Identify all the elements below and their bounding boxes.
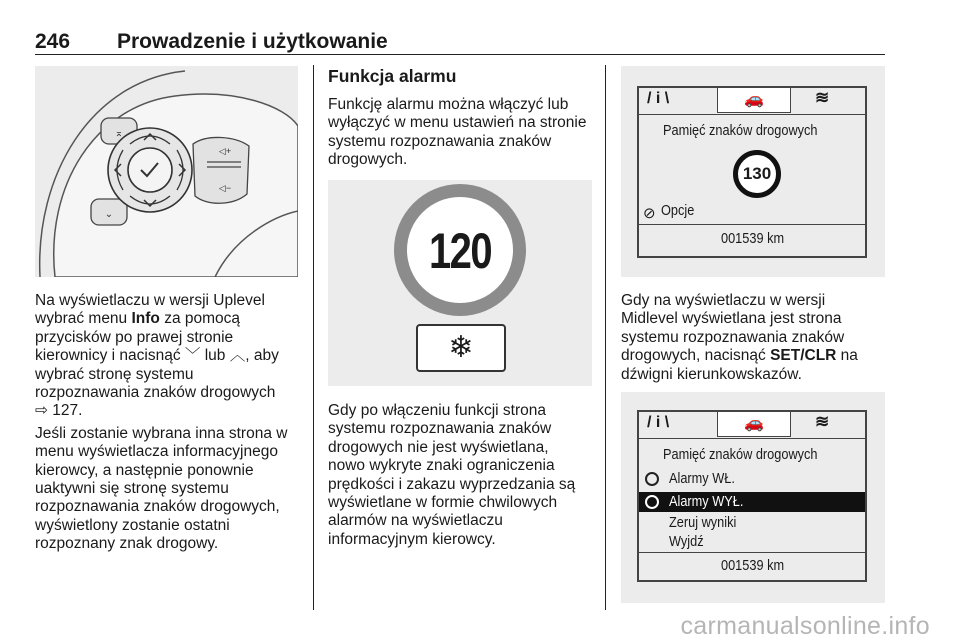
paragraph-line: menu wyświetlacza informacyjnego — [35, 443, 278, 461]
column-2-intro — [328, 96, 600, 170]
lane-icon: ≋ — [815, 412, 830, 431]
paragraph-line: alarmów na wyświetlaczu — [328, 512, 503, 530]
menu-item-label: Wyjdź — [669, 533, 704, 550]
menu-item-label: Alarmy WŁ. — [669, 470, 735, 487]
steering-wheel-icon — [35, 66, 298, 277]
paragraph-line: drogowych nie jest wyświetlana, — [328, 438, 549, 456]
paragraph-line: rozpoznawania znaków drogowych — [35, 384, 276, 402]
paragraph-line: systemu rozpoznawania znaków — [621, 328, 845, 346]
display-frame — [637, 86, 867, 258]
paragraph-line: rozpoznany znak drogowy. — [35, 535, 219, 553]
chevron-up-icon: ︿ — [229, 347, 246, 365]
section-heading: Funkcja alarmu — [328, 66, 457, 86]
page-title: Prowadzenie i użytkowanie — [117, 30, 388, 53]
menu-item — [643, 470, 863, 490]
svg-text:◁+: ◁+ — [218, 146, 232, 156]
menu-item-label: Zeruj wyniki — [669, 514, 737, 531]
speed-sign-illustration — [328, 180, 592, 386]
paragraph-line: uaktywni się stronę systemu — [35, 480, 229, 498]
paragraph-line: wyświetlony zostanie ostatni — [35, 516, 230, 534]
text-span: drogowych, nacisnąć — [621, 347, 771, 365]
paragraph-line: kierowcy, a następnie ponownie — [35, 461, 254, 479]
display-title: Pamięć znaków drogowych — [663, 122, 818, 139]
odometer: 001539 km — [721, 557, 785, 574]
odometer: 001539 km — [721, 230, 785, 247]
page-header — [35, 30, 885, 55]
paragraph-line: wyłączyć w menu ustawień na stronie — [328, 114, 587, 132]
chevron-down-icon: ﹀ — [184, 347, 201, 365]
display-tab-bar — [639, 88, 865, 115]
paragraph-line: systemu rozpoznawania znaków — [328, 132, 552, 150]
display-screen-1 — [621, 66, 885, 277]
car-icon: 🚗 — [717, 411, 791, 437]
traffic-info-icon: / i \ — [647, 414, 670, 431]
page-ref-icon: ⇨ — [35, 402, 53, 420]
radio-off-icon — [645, 472, 659, 486]
display-tab-bar — [639, 412, 865, 439]
column-divider-1 — [313, 65, 314, 610]
paragraph-line: wyświetlane w formie chwilowych — [328, 494, 558, 512]
display-frame — [637, 410, 867, 582]
text-span: wybrać menu — [35, 310, 132, 328]
display-title: Pamięć znaków drogowych — [663, 446, 818, 463]
display-option: Opcje — [661, 202, 695, 219]
display-screen-2 — [621, 392, 885, 603]
column-2-body — [328, 402, 600, 549]
paragraph-line: Midlevel wyświetlana jest strona — [621, 310, 842, 328]
speed-sign-value: 130 — [733, 150, 781, 198]
traffic-info-icon: / i \ — [647, 90, 670, 107]
menu-item-selected — [639, 492, 865, 512]
paragraph-line — [35, 310, 305, 328]
paragraph-line: nowo wykryte znaki ograniczenia — [328, 457, 555, 475]
text-span: , aby — [245, 347, 279, 365]
paragraph-line: informacyjnym kierowcy. — [328, 530, 496, 548]
text-span: za pomocą — [159, 310, 241, 328]
page-reference: 127. — [52, 402, 83, 420]
svg-text:◁−: ◁− — [218, 183, 232, 193]
column-3-text — [621, 292, 891, 384]
text-span: lub — [200, 347, 230, 365]
column-1-text — [35, 292, 305, 554]
snowflake-icon: ❄ — [416, 324, 506, 372]
paragraph-line: przycisków po prawej stronie — [35, 328, 234, 346]
paragraph-line: prędkości i zakazu wyprzedzania są — [328, 475, 576, 493]
paragraph-line: wybrać stronę systemu — [35, 365, 194, 383]
radio-off-icon — [645, 495, 659, 509]
paragraph-line: Na wyświetlaczu w wersji Uplevel — [35, 292, 265, 309]
text-span: kierownicy i nacisnąć — [35, 347, 185, 365]
paragraph-line — [35, 402, 305, 420]
menu-item-label: Alarmy WYŁ. — [669, 493, 744, 510]
column-divider-2 — [605, 65, 606, 610]
paragraph-line: Gdy po włączeniu funkcji strona — [328, 402, 546, 419]
steering-wheel-illustration — [35, 66, 298, 277]
paragraph-line: Funkcję alarmu można włączyć lub — [328, 96, 569, 113]
display-divider — [639, 224, 865, 225]
paragraph-line: drogowych. — [328, 151, 408, 169]
car-icon: 🚗 — [717, 87, 791, 113]
paragraph-line: Gdy na wyświetlaczu w wersji — [621, 292, 826, 309]
paragraph-line: rozpoznawania znaków drogowych, — [35, 498, 280, 516]
check-icon: ⊘ — [643, 205, 656, 222]
menu-name-info: Info — [131, 310, 160, 328]
svg-text:⌄: ⌄ — [104, 209, 114, 220]
display-divider — [639, 552, 865, 553]
paragraph-line — [621, 347, 891, 365]
paragraph-line: Jeśli zostanie wybrana inna strona w — [35, 424, 288, 442]
speed-sign-value: 120 — [429, 223, 491, 279]
paragraph-line: systemu rozpoznawania znaków — [328, 420, 552, 438]
button-name-set-clr: SET/CLR — [770, 347, 837, 365]
watermark: carmanualsonline.info — [680, 612, 930, 640]
svg-text:⌅: ⌅ — [114, 128, 124, 139]
page-number: 246 — [35, 30, 71, 53]
paragraph-line: dźwigni kierunkowskazów. — [621, 365, 802, 383]
paragraph-line — [35, 347, 305, 365]
text-span: na — [836, 347, 858, 365]
lane-icon: ≋ — [815, 88, 830, 107]
